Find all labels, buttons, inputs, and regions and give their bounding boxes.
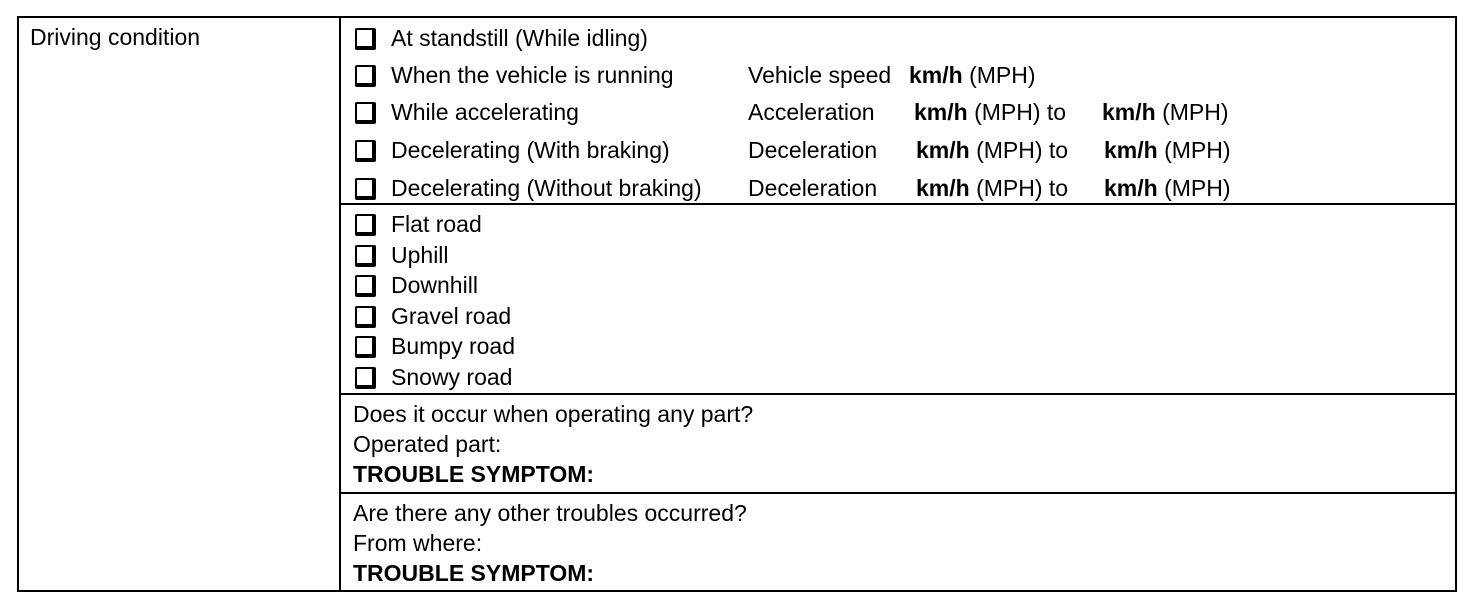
speed-to-unit: km/h (MPH) [1104, 175, 1231, 201]
condition-desc: Deceleration [748, 175, 878, 201]
speed-unit: km/h (MPH) [909, 62, 1036, 88]
condition-desc: Deceleration [748, 137, 878, 163]
option-label: Gravel road [391, 303, 512, 329]
option-label: When the vehicle is running [391, 62, 674, 88]
speed-from-unit: km/h (MPH) to [914, 99, 1067, 125]
speed-to-unit: km/h (MPH) [1102, 99, 1229, 125]
driving-condition-label: Driving condition [30, 24, 201, 50]
checkbox[interactable] [355, 140, 376, 162]
checkbox[interactable] [355, 214, 376, 236]
trouble-symptom-label: TROUBLE SYMPTOM: [353, 461, 595, 487]
checkbox[interactable] [355, 245, 376, 267]
driving-condition-table [17, 16, 1457, 592]
other-troubles-question: Are there any other troubles occurred? [353, 500, 747, 526]
option-label: Uphill [391, 242, 449, 268]
operated-part-field: Operated part: [353, 431, 502, 457]
operation-section [341, 395, 1455, 494]
option-label: Downhill [391, 272, 478, 298]
operation-question: Does it occur when operating any part? [353, 401, 754, 427]
checkbox[interactable] [355, 28, 376, 50]
speed-condition-section [341, 18, 1455, 205]
option-label: Decelerating (With braking) [391, 137, 670, 163]
checkbox[interactable] [355, 306, 376, 328]
checkbox[interactable] [355, 367, 376, 389]
option-label: At standstill (While idling) [391, 25, 648, 51]
speed-from-unit: km/h (MPH) to [916, 175, 1069, 201]
option-label: Bumpy road [391, 333, 516, 359]
speed-from-unit: km/h (MPH) to [916, 137, 1069, 163]
from-where-field: From where: [353, 530, 483, 556]
road-condition-section [341, 205, 1455, 395]
checkbox[interactable] [355, 102, 376, 124]
speed-to-unit: km/h (MPH) [1104, 137, 1231, 163]
checkbox[interactable] [355, 336, 376, 358]
condition-desc: Vehicle speed [748, 62, 892, 88]
trouble-symptom-label: TROUBLE SYMPTOM: [353, 560, 595, 586]
option-label: Decelerating (Without braking) [391, 175, 702, 201]
condition-desc: Acceleration [748, 99, 875, 125]
option-label: Snowy road [391, 364, 513, 390]
label-column [19, 18, 341, 590]
checkbox[interactable] [355, 275, 376, 297]
other-troubles-section [341, 494, 1455, 590]
option-label: While accelerating [391, 99, 579, 125]
options-column [341, 18, 1455, 590]
checkbox[interactable] [355, 65, 376, 87]
checkbox[interactable] [355, 178, 376, 200]
option-label: Flat road [391, 211, 482, 237]
